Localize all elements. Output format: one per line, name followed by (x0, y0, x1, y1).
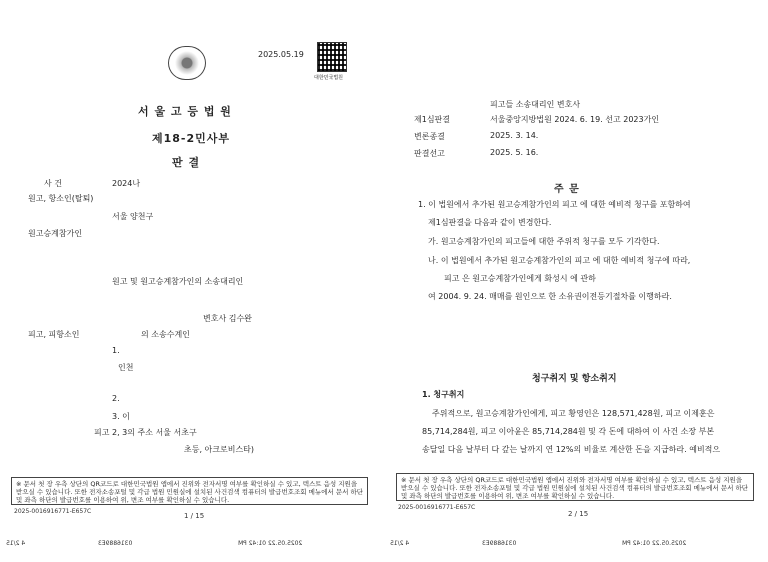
heir-line: 의 소송수계인 (141, 330, 190, 339)
plaintiff-label: 원고, 항소인(탈퇴) (28, 194, 94, 203)
qr-code-icon (317, 42, 347, 72)
mirror-footer-left: 4 2/15 (6, 540, 26, 547)
order-na3: 여 2004. 9. 24. 매매를 원인으로 한 소유권이전등기절차를 이행하라. (428, 292, 672, 301)
date-stamp: 2025.05.19 (258, 50, 304, 59)
closing-value: 2025. 3. 14. (490, 131, 539, 140)
court-seal-icon (168, 46, 206, 80)
closing-label: 변론종결 (414, 132, 445, 141)
mirror-footer-right: 2025.05.22 01:42 PM (238, 540, 303, 547)
order-na: 나. 이 법원에서 추가된 원고승계참가인의 피고 에 대한 예비적 청구에 따라, (428, 256, 691, 265)
ruling-label: 판결선고 (414, 149, 445, 158)
first-instance-value: 서울중앙지방법원 2024. 6. 19. 선고 2023가인 (490, 115, 660, 124)
intervenor-label: 원고승계참가인 (28, 229, 83, 238)
claim-para-2: 85,714,284원, 피고 이아윤은 85,714,284원 및 각 돈에 대하여 이 사건 소장 부본 (422, 427, 715, 436)
lawyer-name: 변호사 김수완 (203, 314, 252, 323)
order-na2: 피고 은 원고승계참가인에게 화성시 에 관하 (444, 274, 596, 283)
defendant-address: 피고 2, 3의 주소 서울 서초구 (94, 428, 197, 437)
ruling-value: 2025. 5. 16. (490, 148, 539, 157)
order-1b: 제1심판결을 다음과 같이 변경한다. (428, 218, 552, 227)
defendant-item-1-sub: 인천 (118, 363, 134, 372)
verification-notice: ※ 문서 첫 장 우측 상단의 QR코드로 대한민국법원 앱에서 진위와 전자서명 여부를 확인하실 수 있고, 텍스트 음성 지원을 받으실 수 있습니다. 또한 전자소송포털 및 각급 법원 민원실에 설치된 사건검색 컴퓨터의 발급번호조회 메뉴에서 문서 하단 및 좌측 하단의 발급번호를 이용하여 위, 변조 여부를 확인하실 수 있습니다. (11, 477, 368, 505)
qr-caption: 대한민국법원 (314, 75, 343, 81)
mirror-footer-left: 4 2/15 (390, 540, 410, 547)
issue-number: 2025-0016916771-E657C (14, 508, 92, 515)
defendant-address-2: 초등, 아크로비스타) (184, 445, 255, 454)
case-number: 2024나 (112, 179, 141, 188)
counsel-line: 원고 및 원고승계참가인의 소송대리인 (112, 277, 244, 286)
claim-para-3: 송달일 다음 날부터 다 갚는 날까지 연 12%의 비율로 계산한 돈을 지급하라. 예비적으 (422, 445, 721, 454)
page-2 (384, 0, 768, 562)
claim-title: 청구취지 및 항소취지 (532, 374, 617, 384)
page-number: 2 / 15 (568, 510, 589, 518)
claim-para-1: 주위적으로, 원고승계참가인에게, 피고 황영인은 128,571,428원, 피고 이제훈은 (432, 409, 715, 418)
verification-notice: ※ 문서 첫 장 우측 상단의 QR코드로 대한민국법원 앱에서 진위와 전자서명 여부를 확인하실 수 있고, 텍스트 음성 지원을 받으실 수 있습니다. 또한 전자소송포털 및 각급 법원 민원실에 설치된 사건검색 컴퓨터의 발급번호조회 메뉴에서 문서 하단 및 좌측 하단의 발급번호를 이용하여 위, 변조 여부를 확인하실 수 있습니다. (396, 473, 754, 501)
appellee-counsel: 피고들 소송대리인 변호사 (490, 100, 581, 109)
page-number: 1 / 15 (184, 512, 205, 520)
order-ga: 가. 원고승계참가인의 피고들에 대한 주위적 청구를 모두 기각한다. (428, 237, 660, 246)
case-label: 사 건 (44, 179, 62, 188)
issue-number: 2025-0016916771-E657C (398, 504, 476, 511)
division-name: 제18-2민사부 (152, 132, 231, 145)
claim-subtitle: 1. 청구취지 (422, 390, 465, 399)
defendant-item-2: 2. (112, 394, 120, 403)
first-instance-label: 제1심판결 (414, 115, 451, 124)
order-title: 주 문 (554, 184, 580, 195)
mirror-footer-mid: 0316889E3 (482, 540, 517, 547)
order-1: 1. 이 법원에서 추가된 원고승계참가인의 피고 에 대한 예비적 청구를 포함하여 (418, 200, 691, 209)
defendant-label: 피고, 피항소인 (28, 330, 80, 339)
defendant-item-1: 1. (112, 346, 120, 355)
court-name: 서 울 고 등 법 원 (138, 105, 232, 118)
mirror-footer-right: 2025.05.22 01:42 PM (622, 540, 687, 547)
plaintiff-address: 서울 양천구 (112, 212, 154, 221)
mirror-footer-mid: 0316889E3 (98, 540, 133, 547)
document-type: 판 결 (172, 156, 201, 169)
defendant-item-3: 3. 이 (112, 412, 130, 421)
